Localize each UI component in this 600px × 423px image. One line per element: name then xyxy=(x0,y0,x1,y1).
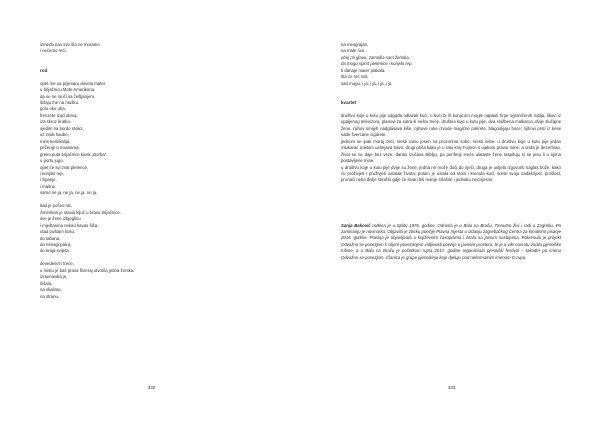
verse-line: sjedim na bordo stolici, xyxy=(40,125,84,131)
verse-line: u mistu je baš prava frizeraj otvorila jedna žerska. xyxy=(40,267,135,273)
verse-line: devedeset i treće, xyxy=(40,261,74,267)
verse-line: uz zvuk haube, xyxy=(40,132,69,138)
verse-line: do tabana, xyxy=(40,235,61,241)
right-column xyxy=(341,42,561,261)
verse-line: na stranu, xyxy=(40,293,60,299)
author-name: Sanja Baković xyxy=(341,222,371,228)
section-heading-rod: rod xyxy=(40,67,48,73)
verse-line: obrij mi glavu, zamolila sam ženska. xyxy=(341,54,410,60)
verse-line: i konjski rep, xyxy=(40,171,64,177)
verse-line: i Španje, xyxy=(40,177,57,183)
stanza xyxy=(40,81,260,197)
author-bio xyxy=(341,223,561,262)
text-line: i nećemo reći. xyxy=(40,48,67,54)
verse-line: do nónagi pálca, xyxy=(40,241,72,247)
verse-line: samo ne ja, ne ja, ne ja, ne ja. xyxy=(40,190,98,196)
verse-line: frenzete izad obrva, xyxy=(40,112,78,118)
verse-line: preko puta brijačnice kiosk „Borba". xyxy=(40,151,108,157)
verse-line: šišaju me na mušku. xyxy=(40,100,80,106)
verse-line: i mještanina nekao kavas šiša. xyxy=(40,222,99,228)
verse-line: šišala, xyxy=(40,280,53,286)
left-column xyxy=(40,42,260,300)
section-heading-kvartet: kvartet xyxy=(341,100,357,106)
verse-line: Amerikon je stavio ključ u bravu brijačnice. xyxy=(40,209,121,215)
verse-line: ti danaje mater plakala. xyxy=(341,67,386,73)
verse-line: šta će reć svit. xyxy=(341,74,369,80)
verse-line: kad je počeo rat, xyxy=(40,203,72,209)
verse-line: do kraja svijeta. xyxy=(40,248,70,254)
verse-line: pečenje u novinama. xyxy=(40,145,80,151)
right-page xyxy=(300,0,600,423)
prose-paragraph: u društvu koje u kutu pije dvije su žene, jedna ne može doći do riječi, druga je ustjela izgovoriti naglas bože, kako ću proživjeti i proživjeti ostatak života; potom je ustala od stola i krenula kući, sresti svoju sadašnjost, prošlost, pronaći neko divlje stiništo gdje će stvari biti manje strašne i jednako neizvjesne. xyxy=(341,164,561,183)
verse-line: da se ne muči sa češljanjem, xyxy=(40,93,96,99)
verse-line: na skalime, xyxy=(40,287,62,293)
verse-line: u brijačnicu Mote Amerikona. xyxy=(40,87,96,93)
verse-line: na mesgrajan, xyxy=(341,42,369,47)
stanza xyxy=(40,203,260,255)
verse-line: otad puštam kosu, xyxy=(40,229,76,235)
page-number: 332 xyxy=(148,385,156,390)
verse-line: sve je žene izbjeglicu xyxy=(40,216,81,222)
verse-line: opet će svi zvat pleterice, xyxy=(40,164,89,170)
verse-line: iza skroz kratko. xyxy=(40,119,72,125)
prose-paragraph: društvo koje u kutu pije odgađa odlazak kući. u kući bi ih konjicom mogle napasti hrpe ograničenih rublja, likovi iz upaljenog televizora, planovi za sutra ili nešto treće. društvo koje u kutu pije, dva službena mulkarca, dvije slučajne žene. njihov smijeh nadglasava kiše, njihove ruke izvode magične pokrete, blagoslijaju boce; njihovi prsti iz kese vade švercane cigarete. xyxy=(341,112,561,138)
verse-line: u portu jugo. xyxy=(40,158,64,164)
verse-line: i mašne. xyxy=(40,183,57,189)
prose-paragraph: jednom se ipak moraj otići, sresti raniu jesen na prozorima sobe, sresti sebe. u društvu koje u kutu pije jedan mlukarac noktom usitnjava travu, drugi priča kako je u ratu kraj Fojnice s ujakom pravio mine, a onda je dezertirao. život se ne daje bez veze. danas izučava Bibliju, po perifenji sreće ulataste žene raspituju si se jesu li u njima postavljene mine. xyxy=(341,138,561,164)
bio-text: rođena je u Splitu 1976. godine. Odrasla je u Bolu na Braču. Trenutno živi i radi u Zagrebu. Po zanimanju je novinarka. Objavila je zbirku poezije Plavna mjesta u izdanju zagrebačkog Centra za kreativno pisanje 2016. godine. Poezija je objavljivala u književnim časopisima i čitala na javnim nastupima. Pokrenula je projekt Odvažno se posezjom s ciljem povezanjem vidljivosti poezije u javnom prostoru, te je u vile navratu vodila pjesničke tribine, a u Bolu na Braču je početkom rujna 2017. godine organizirala pjesnički festival – također po imenu Odvažno se posezjom. Članica je grupe pjesnikinja koje djeluju pod neformalnim imenom G-rupa. xyxy=(341,222,561,260)
verse-line: opet me na prijevaru dovela mater xyxy=(40,80,106,86)
verse-line: da mogu spirst pletenice i konjski rep. xyxy=(341,61,413,67)
page-number: 333 xyxy=(448,385,456,390)
verse-line: na male rice. xyxy=(341,48,366,54)
verse-line: sad mogu, i ja, i ja, i ja, i ja xyxy=(341,80,392,86)
verse-line: golo oko uha, xyxy=(40,106,66,112)
text-line: između nas sve što ne moramo xyxy=(40,42,100,47)
verse-line: miris kemikalija, xyxy=(40,138,71,144)
stanza xyxy=(40,261,260,300)
verse-line: izravnavala je, xyxy=(40,274,68,280)
